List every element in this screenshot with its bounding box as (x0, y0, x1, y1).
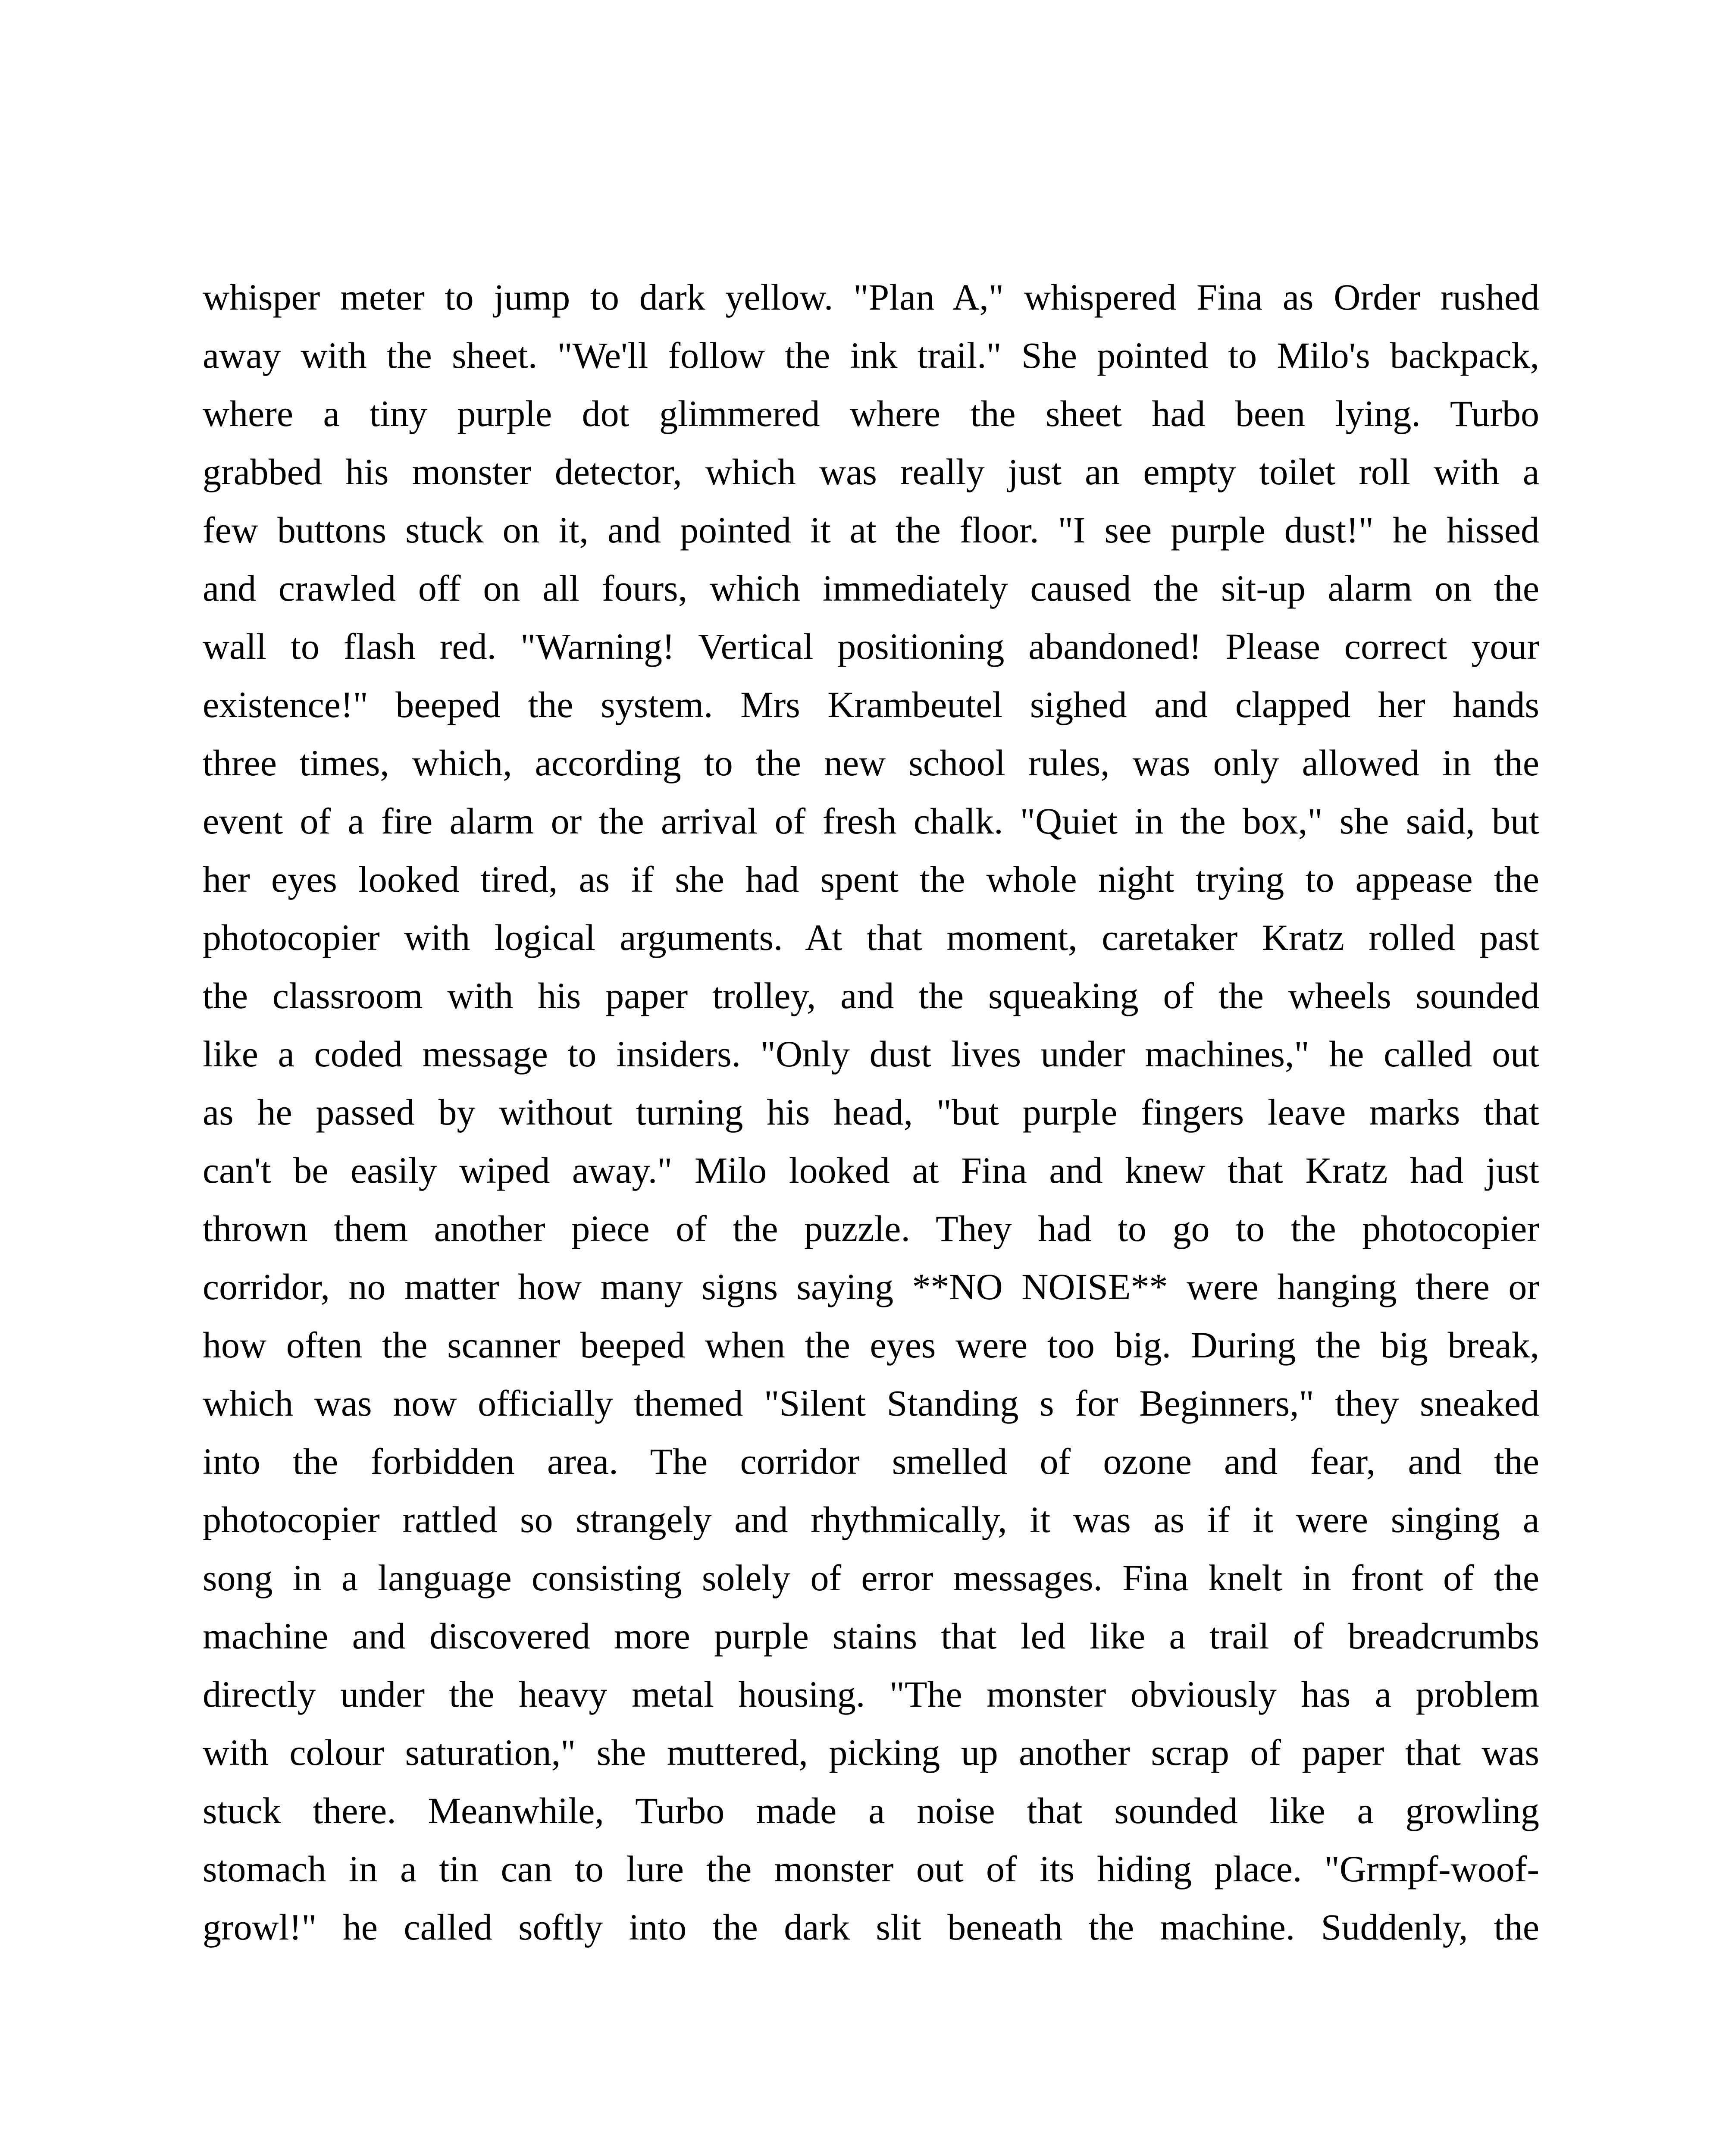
text-line: few buttons stuck on it, and pointed it at the floor. "I see purple dust!" he hissed (203, 509, 1539, 551)
text-line: corridor, no matter how many signs saying **NO NOISE** were hanging there or (203, 1266, 1539, 1307)
text-line: thrown them another piece of the puzzle. They had to go to the photocopier (203, 1208, 1539, 1249)
text-line: how often the scanner beeped when the eyes were too big. During the big break, (203, 1324, 1539, 1366)
text-line: her eyes looked tired, as if she had spent the whole night trying to appease the (203, 859, 1539, 900)
text-line: stuck there. Meanwhile, Turbo made a noise that sounded like a growling (203, 1790, 1539, 1831)
text-line: can't be easily wiped away." Milo looked at Fina and knew that Kratz had just (203, 1150, 1539, 1191)
text-line: existence!" beeped the system. Mrs Krambeutel sighed and clapped her hands (203, 684, 1539, 725)
text-line: wall to flash red. "Warning! Vertical positioning abandoned! Please correct your (203, 626, 1539, 667)
text-line: stomach in a tin can to lure the monster out of its hiding place. "Grmpf-woof- (203, 1848, 1539, 1890)
text-line: like a coded message to insiders. "Only dust lives under machines," he called out (203, 1033, 1539, 1075)
text-line: into the forbidden area. The corridor smelled of ozone and fear, and the (203, 1441, 1539, 1482)
text-line: away with the sheet. "We'll follow the ink trail." She pointed to Milo's backpack, (203, 335, 1539, 376)
text-line: with colour saturation," she muttered, picking up another scrap of paper that was (203, 1732, 1539, 1773)
text-line: machine and discovered more purple stains that led like a trail of breadcrumbs (203, 1615, 1539, 1657)
text-line: as he passed by without turning his head, "but purple fingers leave marks that (203, 1091, 1539, 1133)
text-line: photocopier rattled so strangely and rhythmically, it was as if it were singing a (203, 1499, 1539, 1540)
text-line: directly under the heavy metal housing. "The monster obviously has a problem (203, 1673, 1539, 1715)
body-text (203, 268, 1539, 1956)
text-line: where a tiny purple dot glimmered where the sheet had been lying. Turbo (203, 393, 1539, 434)
text-line: grabbed his monster detector, which was really just an empty toilet roll with a (203, 451, 1539, 492)
text-line: the classroom with his paper trolley, and the squeaking of the wheels sounded (203, 975, 1539, 1016)
text-line: three times, which, according to the new school rules, was only allowed in the (203, 742, 1539, 783)
text-line: whisper meter to jump to dark yellow. "Plan A," whispered Fina as Order rushed (203, 276, 1539, 318)
text-line: growl!" he called softly into the dark slit beneath the machine. Suddenly, the (203, 1906, 1539, 1948)
text-line: and crawled off on all fours, which immediately caused the sit-up alarm on the (203, 567, 1539, 609)
text-line: song in a language consisting solely of error messages. Fina knelt in front of the (203, 1557, 1539, 1598)
text-line: event of a fire alarm or the arrival of fresh chalk. "Quiet in the box," she said, but (203, 800, 1539, 842)
text-line: photocopier with logical arguments. At that moment, caretaker Kratz rolled past (203, 917, 1539, 958)
text-line: which was now officially themed "Silent Standing s for Beginners," they sneaked (203, 1382, 1539, 1424)
